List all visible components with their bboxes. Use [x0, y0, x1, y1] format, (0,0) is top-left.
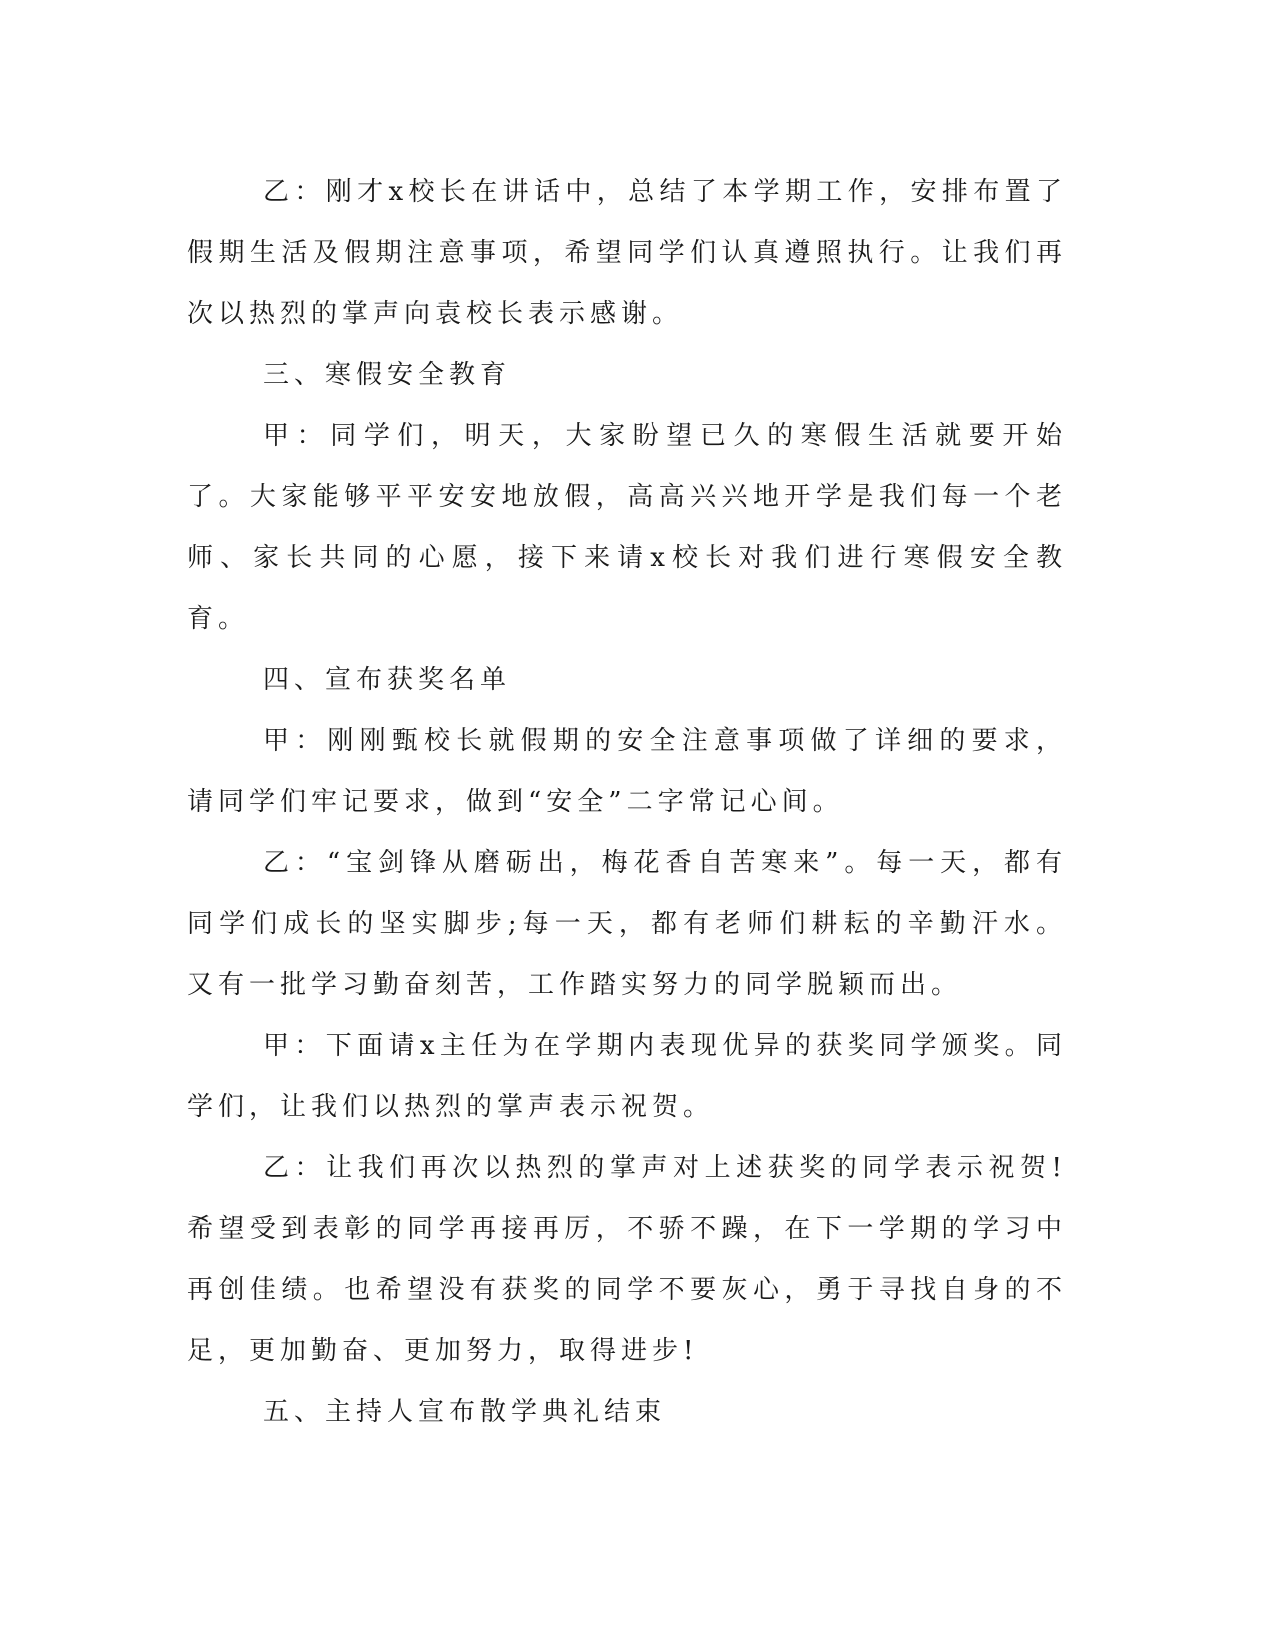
section-heading-winter-safety: 三、寒假安全教育	[263, 360, 512, 390]
section-heading-ceremony-end: 五、主持人宣布散学典礼结束	[263, 1397, 667, 1427]
paragraph-winter-break-intro: 甲：同学们，明天，大家盼望已久的寒假生活就要开始了。大家能够平平安安地放假，高高兴兴地开学是我们每一个老师、家长共同的心愿，接下来请x校长对我们进行寒假安全教育。	[187, 421, 1067, 634]
paragraph-safety-reminder: 甲：刚刚甄校长就假期的安全注意事项做了详细的要求，请同学们牢记要求，做到“安全”二字常记心间。	[187, 726, 1067, 817]
section-heading-award-list: 四、宣布获奖名单	[263, 665, 512, 695]
paragraph-award-presentation: 甲：下面请x主任为在学期内表现优异的获奖同学颁奖。同学们，让我们以热烈的掌声表示祝贺。	[187, 1031, 1067, 1122]
paragraph-principal-summary: 乙：刚才x校长在讲话中，总结了本学期工作，安排布置了假期生活及假期注意事项，希望同学们认真遵照执行。让我们再次以热烈的掌声向袁校长表示感谢。	[187, 177, 1067, 329]
paragraph-effort-praise: 乙：“宝剑锋从磨砺出，梅花香自苦寒来”。每一天，都有同学们成长的坚实脚步;每一天，都有老师们耕耘的辛勤汗水。又有一批学习勤奋刻苦，工作踏实努力的同学脱颖而出。	[187, 848, 1067, 1000]
paragraph-congratulations: 乙：让我们再次以热烈的掌声对上述获奖的同学表示祝贺!希望受到表彰的同学再接再厉，不骄不躁，在下一学期的学习中再创佳绩。也希望没有获奖的同学不要灰心，勇于寻找自身的不足，更加勤奋、更加努力，取得进步!	[187, 1153, 1067, 1366]
document-body	[187, 162, 1067, 1443]
